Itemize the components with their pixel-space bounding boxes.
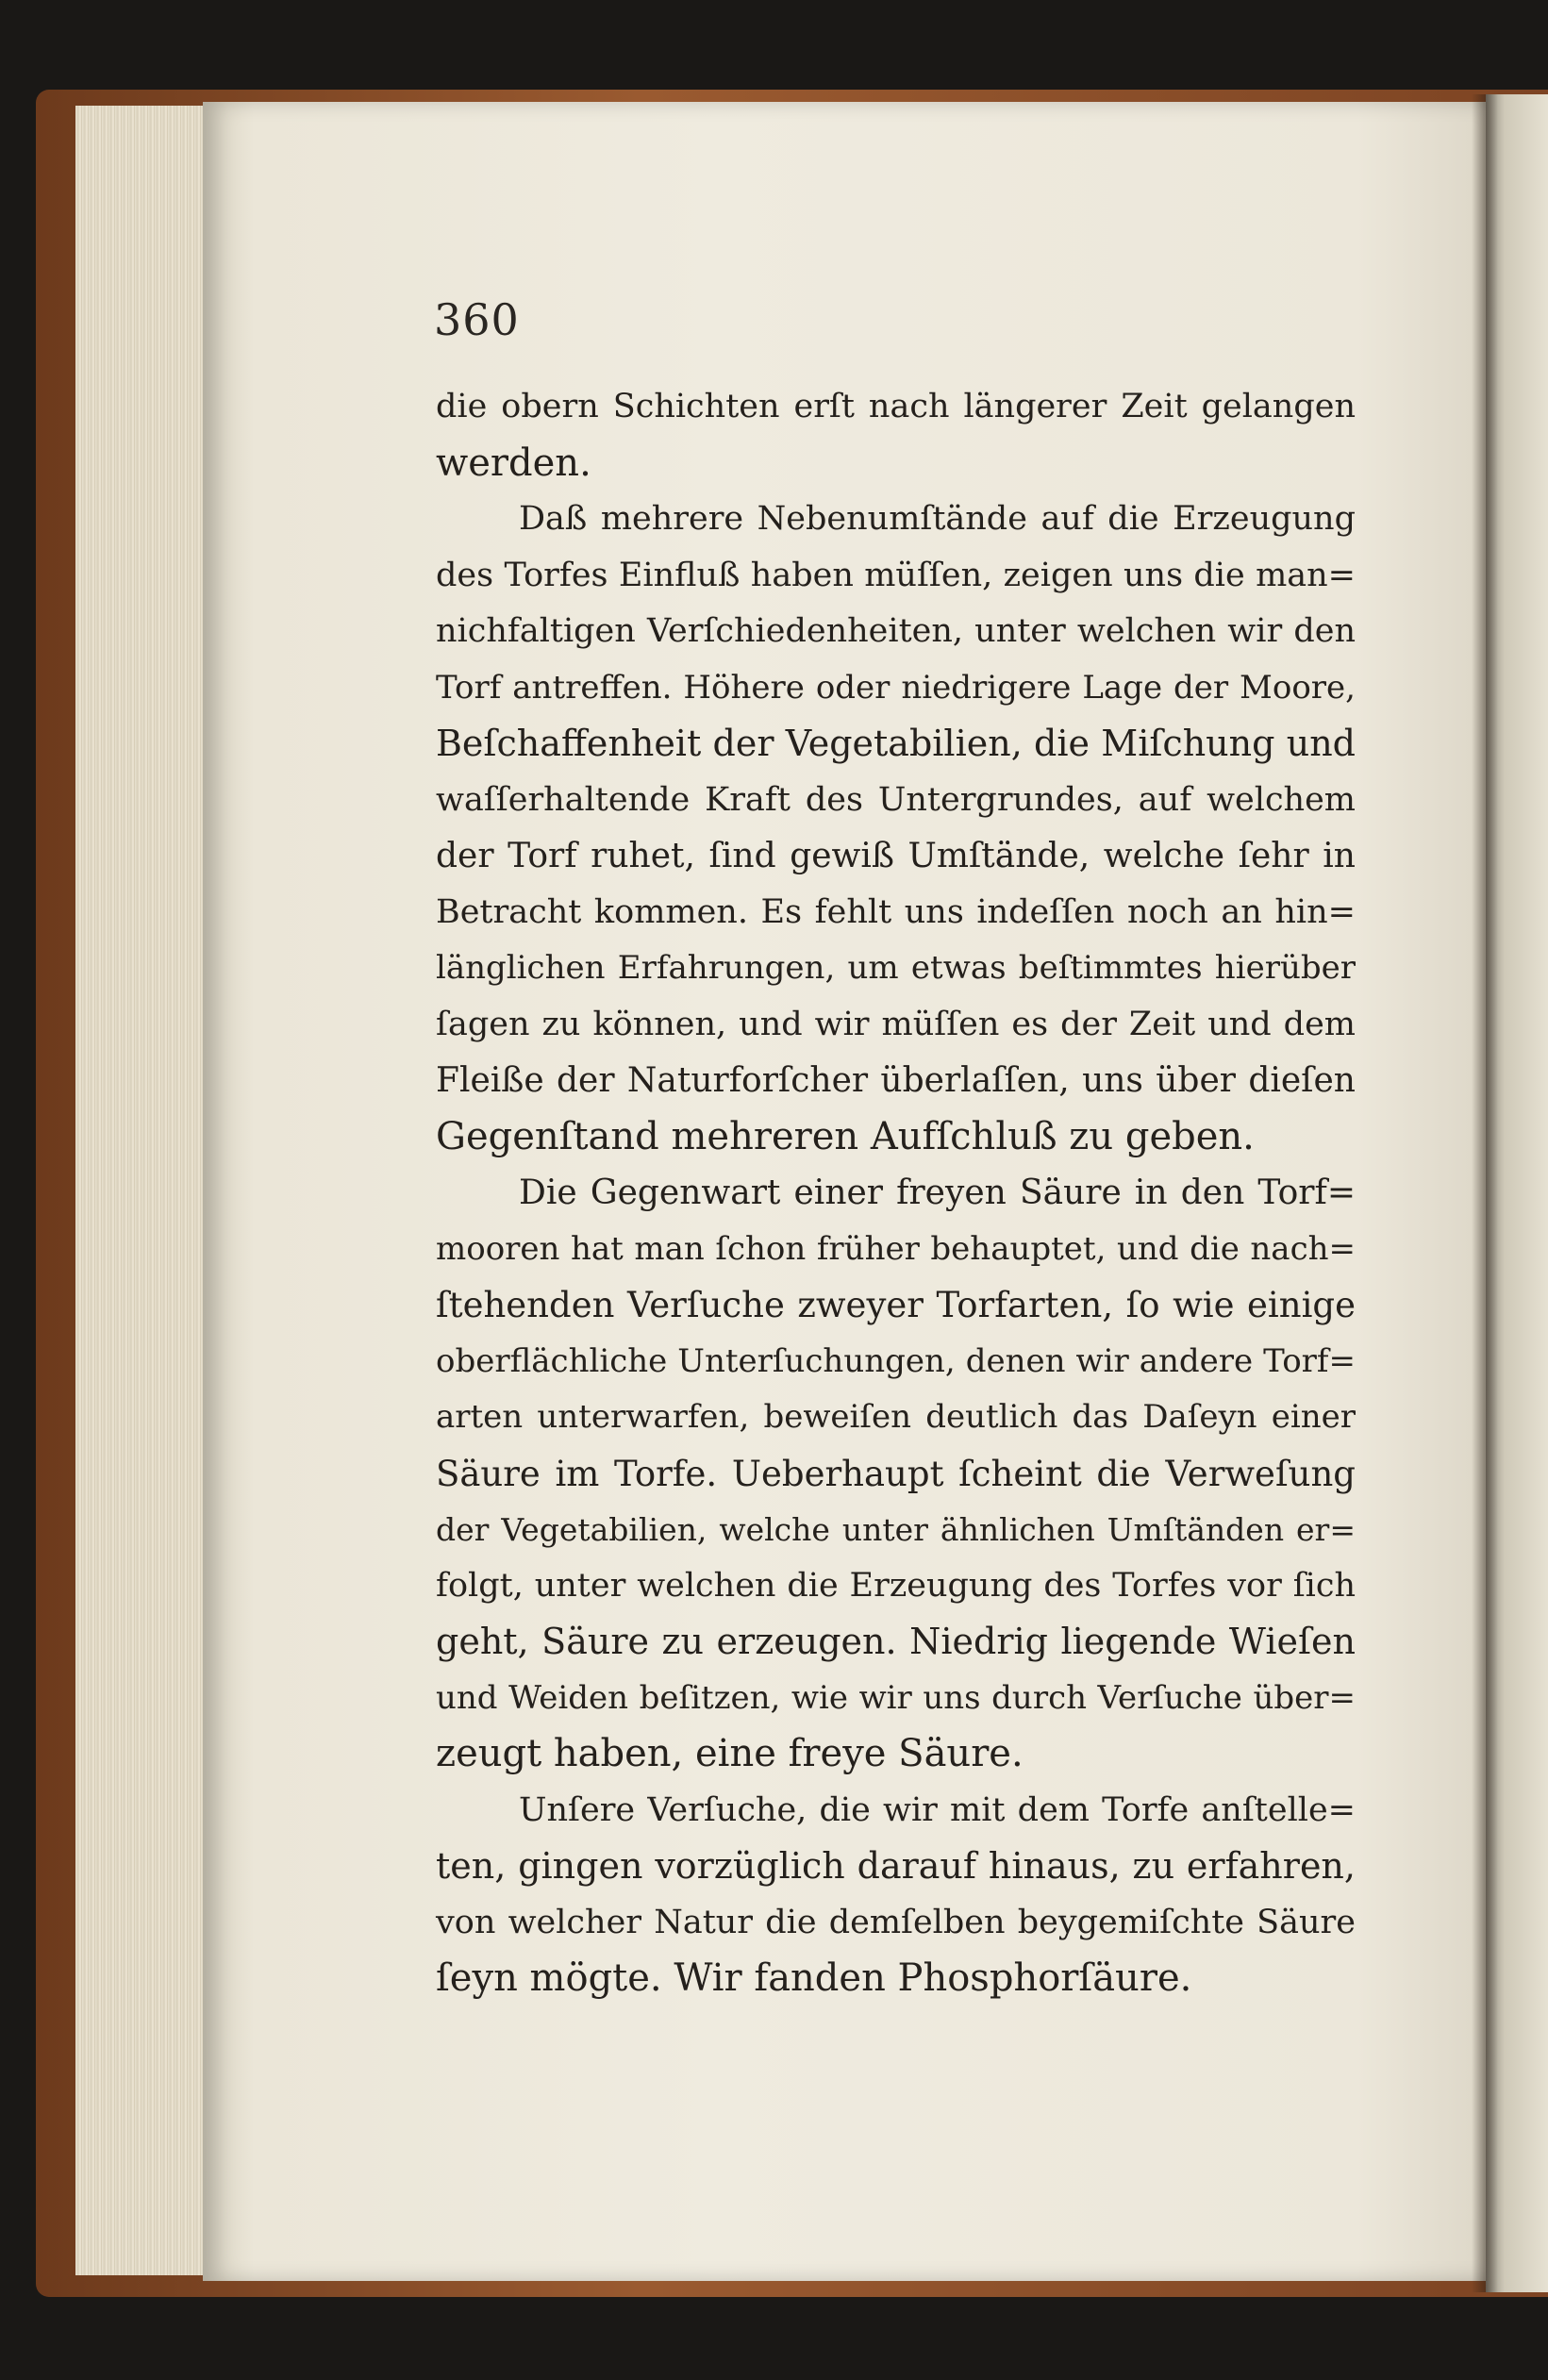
text-line: Die Gegenwart einer freyen Säure in den Torf= xyxy=(519,1173,1356,1212)
text-line: die obern Schichten erſt nach längerer Zeit gelangen xyxy=(436,388,1356,425)
text-line: ſeyn mögte. Wir fanden Phosphorſäure. xyxy=(436,1956,1192,2000)
text-line: länglichen Erfahrungen, um etwas beſtimmtes hierüber xyxy=(436,949,1356,987)
text-line: ten, gingen vorzüglich darauf hinaus, zu erfahren, xyxy=(436,1845,1356,1887)
text-line: Fleiße der Naturforſcher überlaſſen, uns über dieſen xyxy=(436,1061,1356,1100)
text-line: Beſchaffenheit der Vegetabilien, die Miſchung und xyxy=(436,723,1356,764)
text-line: von welcher Natur die demſelben beygemiſchte Säure xyxy=(436,1903,1356,1941)
text-line: ſtehenden Verſuche zweyer Torfarten, ſo wie einige xyxy=(436,1285,1356,1325)
text-line: Betracht kommen. Es fehlt uns indeſſen noch an hin= xyxy=(436,892,1356,931)
text-line: oberflächliche Unterſuchungen, denen wir andere Torf= xyxy=(436,1341,1356,1380)
text-line: folgt, unter welchen die Erzeugung des Torfes vor ſich xyxy=(436,1566,1356,1605)
text-line: Unſere Verſuche, die wir mit dem Torfe anſtelle= xyxy=(519,1790,1356,1829)
text-line: der Vegetabilien, welche unter ähnlichen Umſtänden er= xyxy=(436,1511,1356,1548)
text-line: Torf antreffen. Höhere oder niedrigere Lage der Moore, xyxy=(436,668,1356,707)
page-number: 360 xyxy=(434,294,520,345)
text-line: mooren hat man ſchon früher behauptet, und die nach= xyxy=(436,1229,1356,1268)
text-line: Daß mehrere Nebenumſtände auf die Erzeugung xyxy=(519,500,1356,538)
text-line: nichfaltigen Verſchiedenheiten, unter welchen wir den xyxy=(436,612,1356,650)
book-gutter xyxy=(1472,94,1498,2292)
text-line: waſſerhaltende Kraft des Untergrundes, auf welchem xyxy=(436,780,1356,819)
text-line: werden. xyxy=(436,441,591,485)
text-line: Säure im Torfe. Ueberhaupt ſcheint die Verweſung xyxy=(436,1453,1356,1494)
text-line: geht, Säure zu erzeugen. Niedrig liegende Wieſen xyxy=(436,1621,1356,1662)
body-text xyxy=(436,379,1356,2007)
text-line: zeugt haben, eine freye Säure. xyxy=(436,1732,1024,1775)
text-line: des Torfes Einfluß haben müſſen, zeigen uns die man= xyxy=(436,556,1356,594)
page-edges xyxy=(75,106,217,2275)
text-line: und Weiden beſitzen, wie wir uns durch Verſuche über= xyxy=(436,1678,1356,1717)
text-line: Gegenſtand mehreren Aufſchluß zu geben. xyxy=(436,1114,1255,1158)
text-line: ſagen zu können, und wir müſſen es der Zeit und dem xyxy=(436,1005,1356,1043)
text-line: der Torf ruhet, ſind gewiß Umſtände, welche ſehr in xyxy=(436,837,1356,875)
text-line: arten unterwarfen, beweiſen deutlich das Daſeyn einer xyxy=(436,1398,1356,1436)
